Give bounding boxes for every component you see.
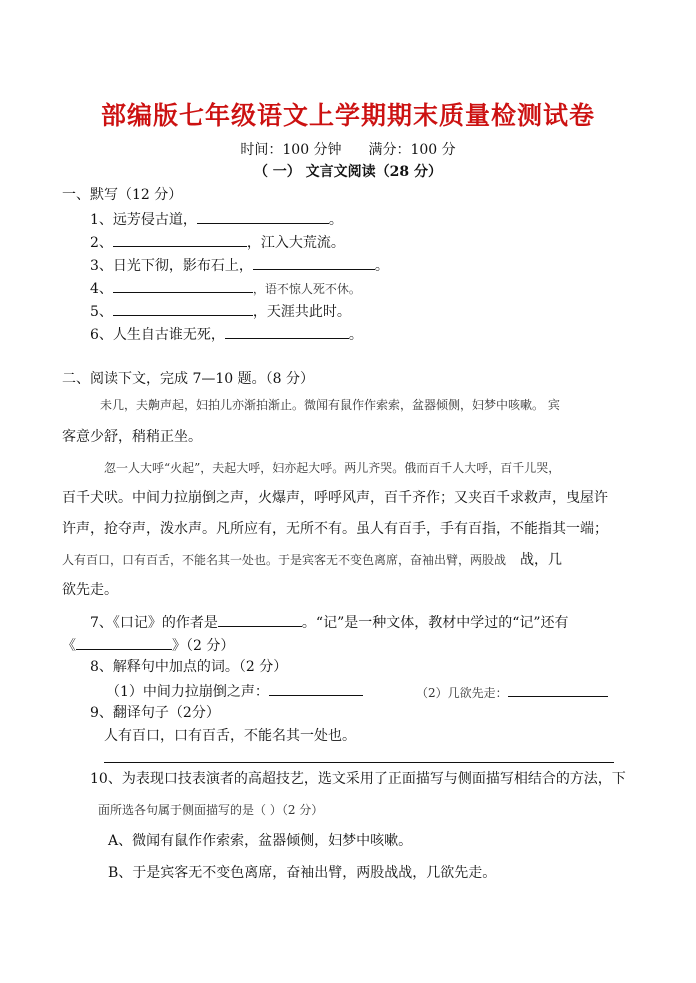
answer-blank-8b[interactable] [508,682,608,697]
question-10-line2: 面所选各句属于侧面描写的是（ ）（2 分） [98,803,324,817]
passage-line: 欲先走。 [62,582,118,598]
question-1: 1、远芳侵古道， 。 [90,209,343,229]
answer-blank-2[interactable] [113,232,247,247]
passage-line: 许声，抢夺声，泼水声。凡所应有，无所不有。虽人有百手，手有百指，不能指其一端； [62,521,608,537]
answer-blank-1[interactable] [197,209,329,224]
answer-blank-6[interactable] [225,324,349,339]
question-4: 4、 ，语不惊人死不休。 [90,278,361,298]
passage-line: 客意少舒，稍稍正坐。 [62,429,202,445]
answer-blank-7a[interactable] [218,612,302,627]
passage-line: 忽一人大呼“火起”，夫起大呼，妇亦起大呼。两儿齐哭。俄而百千人大呼，百千儿哭， [104,461,561,475]
question-8-2: （2）几欲先走： [416,682,608,702]
question-10: 10、为表现口技表演者的高超技艺，选文采用了正面描写与侧面描写相结合的方法，下 [90,771,626,787]
question-2: 2、 ，江入大荒流。 [90,232,345,252]
part1-heading: 一、默写（12 分） [62,187,183,203]
answer-blank-5[interactable] [113,301,253,316]
exam-score: 满分：100 分 [368,142,456,158]
question-5: 5、 ，天涯共此时。 [90,301,351,321]
exam-time: 时间：100 分钟 [240,142,342,158]
exam-meta [0,141,696,159]
answer-line-9[interactable] [104,762,614,763]
part2-heading: 二、阅读下文，完成 7—10 题。（8 分） [62,371,314,387]
answer-blank-7b[interactable] [76,635,172,650]
question-6: 6、人生自古谁无死， 。 [90,324,363,344]
passage-line: 百千犬吠。中间力拉崩倒之声，火爆声，呼呼风声，百千齐作；又夹百千求救声，曳屋许 [62,490,608,506]
question-8-1: （1）中间力拉崩倒之声： [106,681,363,701]
question-3: 3、日光下彻，影布石上， 。 [90,255,389,275]
option-b: B、于是宾客无不变色离席，奋袖出臂，两股战战，几欲先走。 [108,865,497,881]
passage-line: 人有百口，口有百舌，不能名其一处也。于是宾客无不变色离席，奋袖出臂，两股战 战，几 [62,552,563,568]
question-8: 8、解释句中加点的词。（2 分） [90,659,288,675]
answer-blank-4[interactable] [113,278,253,293]
question-9: 9、翻译句子（2分） [90,705,220,721]
section-heading: （ 一） 文言文阅读（28 分） [253,164,443,180]
passage-line: 未几，夫齁声起，妇拍儿亦渐拍渐止。微闻有鼠作作索索，盆器倾侧，妇梦中咳嗽。 宾 [100,398,560,412]
question-7-line2: 《 》（2 分） [62,635,234,655]
question-7: 7、《口记》的作者是 。“记”是一种文体，教材中学过的“记”还有 [90,612,569,632]
option-a: A、微闻有鼠作作索索，盆器倾侧，妇梦中咳嗽。 [108,833,413,849]
answer-blank-3[interactable] [253,255,375,270]
question-9-sentence: 人有百口，口有百舌，不能名其一处也。 [104,728,356,744]
answer-blank-8a[interactable] [269,681,363,696]
page-title: 部编版七年级语文上学期期末质量检测试卷 [100,101,595,130]
